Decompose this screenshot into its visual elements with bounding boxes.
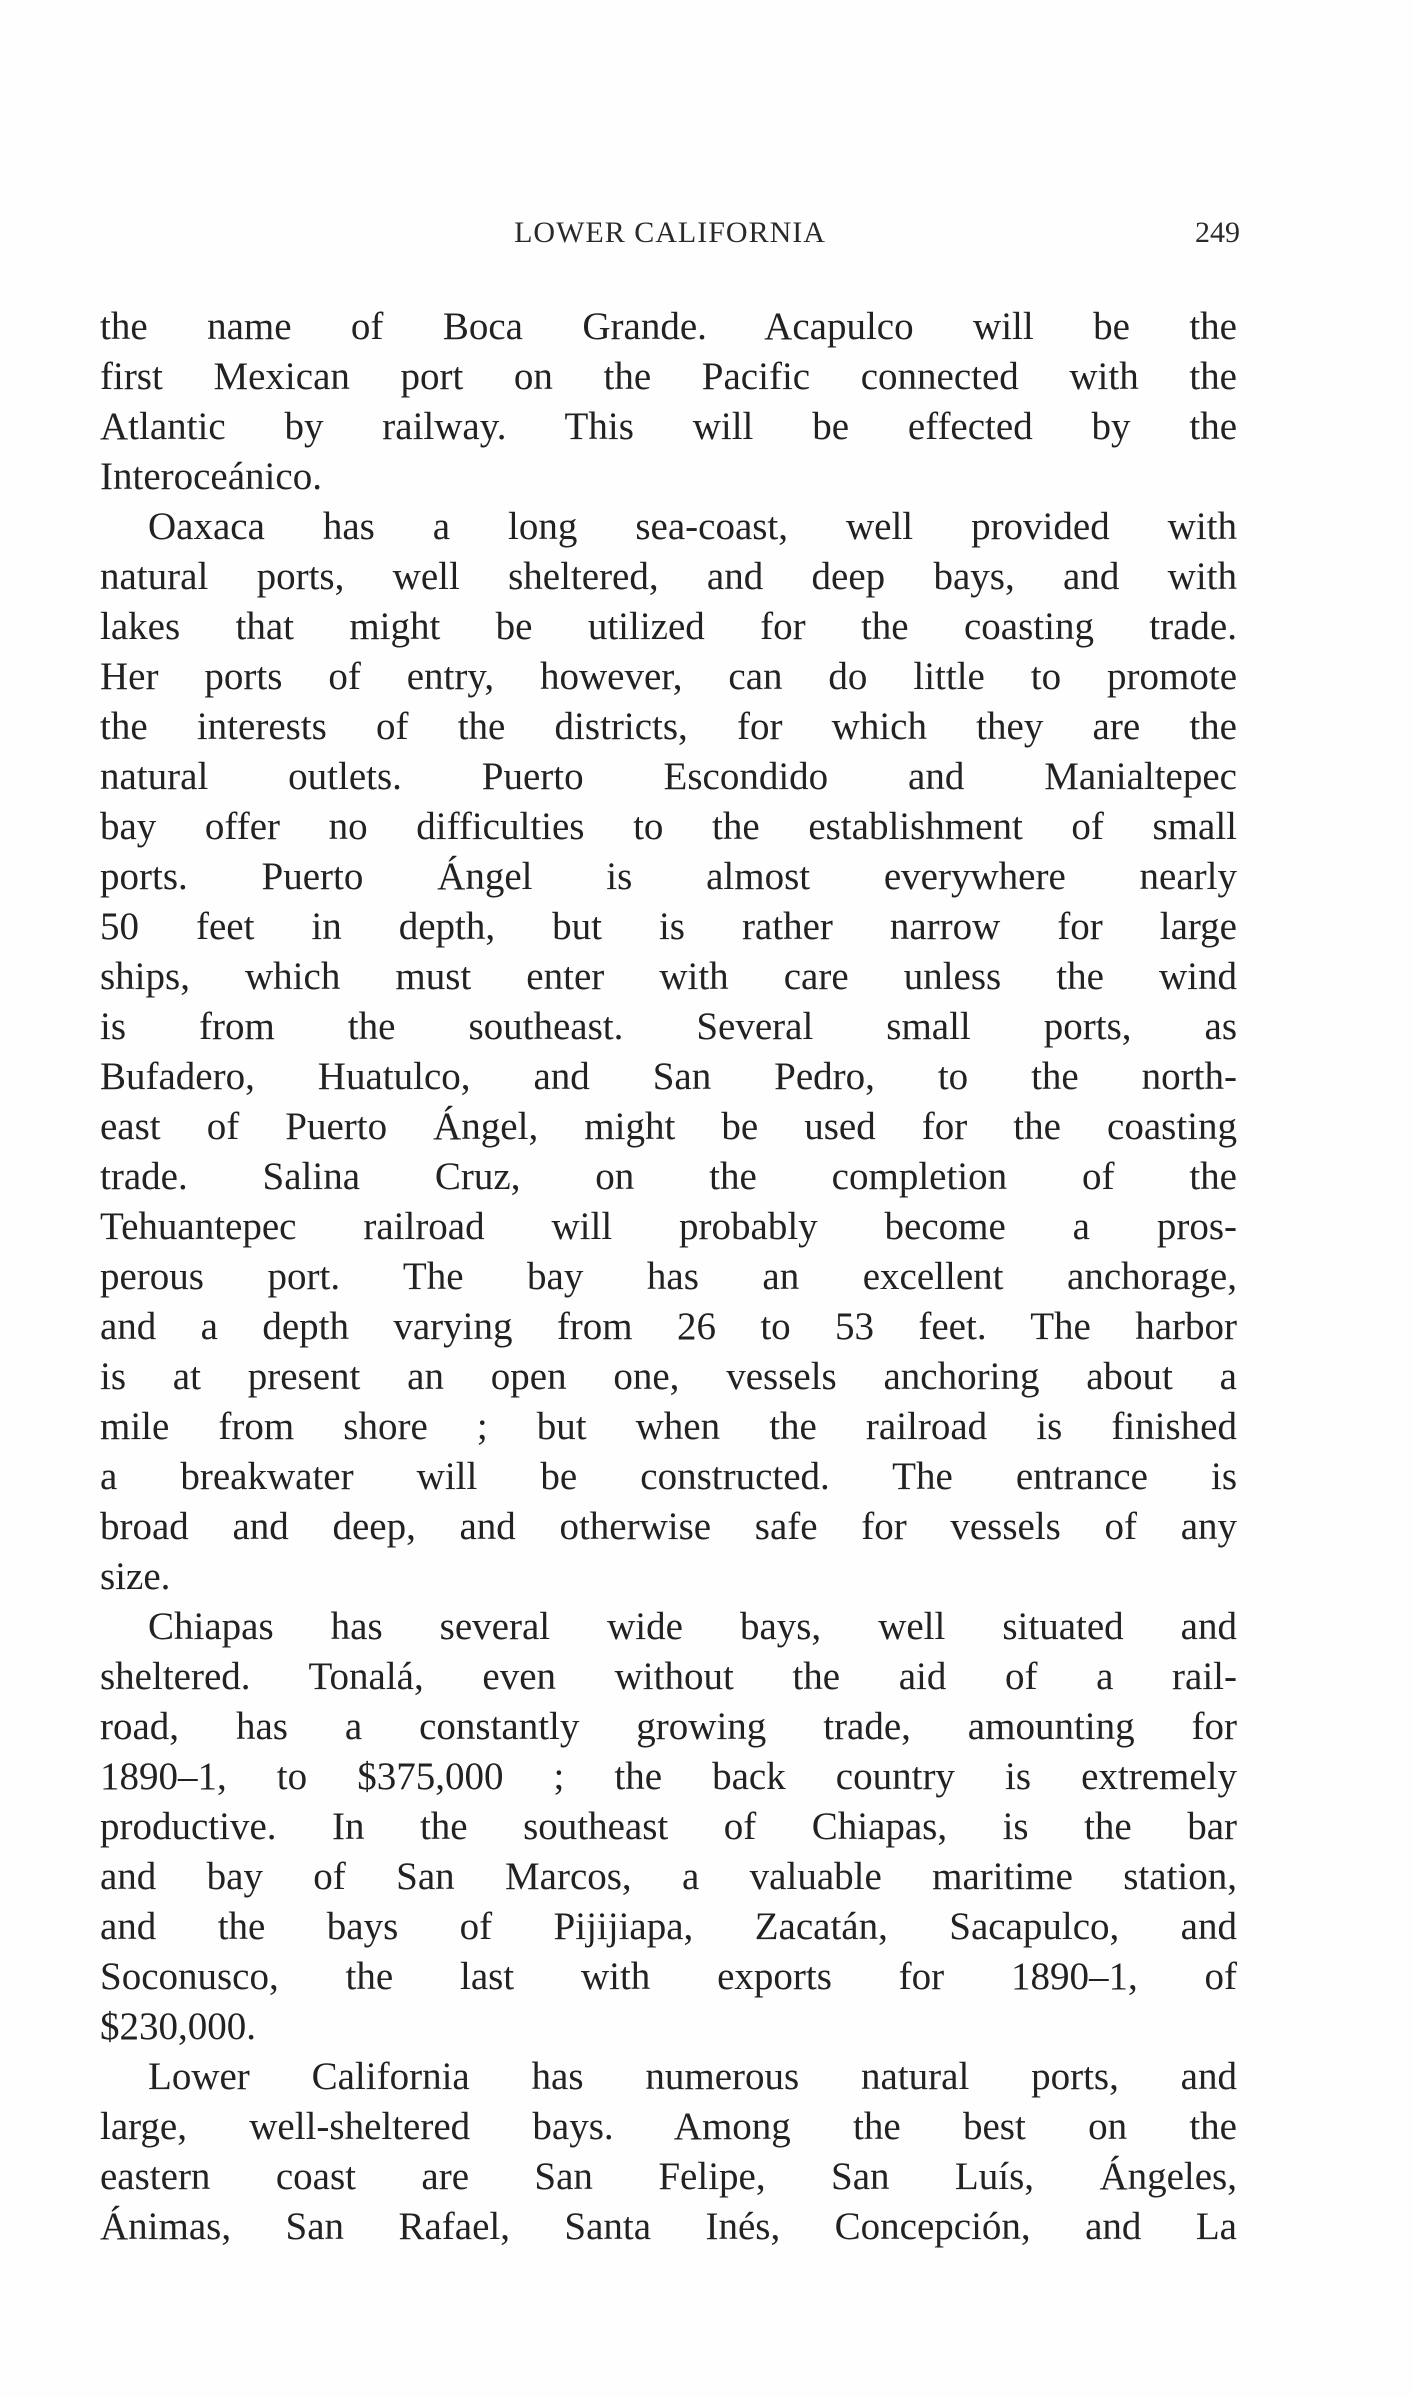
text-line: and a depth varying from 26 to 53 feet. The harbor (100, 1305, 1237, 1348)
running-head (100, 216, 1240, 256)
text-line: Her ports of entry, however, can do little to promote (100, 655, 1237, 698)
text-line: and the bays of Pijijiapa, Zacatán, Sacapulco, and (100, 1905, 1237, 1948)
text-line: and bay of San Marcos, a valuable maritime station, (100, 1855, 1237, 1898)
page-number: 249 (1195, 216, 1240, 249)
text-line: sheltered. Tonalá, even without the aid of a rail- (100, 1655, 1237, 1698)
text-line: size. (100, 1555, 171, 1598)
text-line: lakes that might be utilized for the coasting trade. (100, 605, 1237, 648)
text-line: bay offer no difficulties to the establishment of small (100, 805, 1237, 848)
body-text (100, 302, 1237, 2252)
text-line: Soconusco, the last with exports for 1890–1, of (100, 1955, 1237, 1998)
text-line: is at present an open one, vessels anchoring about a (100, 1355, 1237, 1398)
text-line: mile from shore ; but when the railroad is finished (100, 1405, 1237, 1448)
text-line: Lower California has numerous natural ports, and (148, 2055, 1237, 2098)
text-line: road, has a constantly growing trade, amounting for (100, 1705, 1237, 1748)
text-line: Bufadero, Huatulco, and San Pedro, to the north- (100, 1055, 1237, 1098)
text-line: 50 feet in depth, but is rather narrow for large (100, 905, 1237, 948)
text-line: east of Puerto Ángel, might be used for the coasting (100, 1105, 1237, 1148)
text-line: $230,000. (100, 2005, 256, 2048)
text-line: ships, which must enter with care unless the wind (100, 955, 1237, 998)
text-line: perous port. The bay has an excellent anchorage, (100, 1255, 1237, 1298)
text-line: natural ports, well sheltered, and deep bays, and with (100, 555, 1237, 598)
text-line: a breakwater will be constructed. The entrance is (100, 1455, 1237, 1498)
text-line: Oaxaca has a long sea-coast, well provided with (148, 505, 1237, 548)
text-line: ports. Puerto Ángel is almost everywhere nearly (100, 855, 1237, 898)
text-line: the interests of the districts, for which they are the (100, 705, 1237, 748)
text-line: large, well-sheltered bays. Among the best on the (100, 2105, 1237, 2148)
text-line: first Mexican port on the Pacific connected with the (100, 355, 1237, 398)
text-line: trade. Salina Cruz, on the completion of the (100, 1155, 1237, 1198)
text-line: productive. In the southeast of Chiapas, is the bar (100, 1805, 1237, 1848)
text-line: the name of Boca Grande. Acapulco will be the (100, 305, 1237, 348)
text-line: Atlantic by railway. This will be effected by the (100, 405, 1237, 448)
text-line: eastern coast are San Felipe, San Luís, Ángeles, (100, 2155, 1237, 2198)
text-line: Chiapas has several wide bays, well situated and (148, 1605, 1237, 1648)
text-line: Interoceánico. (100, 455, 322, 498)
text-line: Tehuantepec railroad will probably become a pros- (100, 1205, 1237, 1248)
text-line: broad and deep, and otherwise safe for vessels of any (100, 1505, 1237, 1548)
text-line: is from the southeast. Several small ports, as (100, 1005, 1237, 1048)
text-line: Ánimas, San Rafael, Santa Inés, Concepción, and La (100, 2205, 1237, 2248)
running-title: LOWER CALIFORNIA (514, 216, 826, 249)
text-line: natural outlets. Puerto Escondido and Manialtepec (100, 755, 1237, 798)
text-line: 1890–1, to $375,000 ; the back country is extremely (100, 1755, 1237, 1798)
